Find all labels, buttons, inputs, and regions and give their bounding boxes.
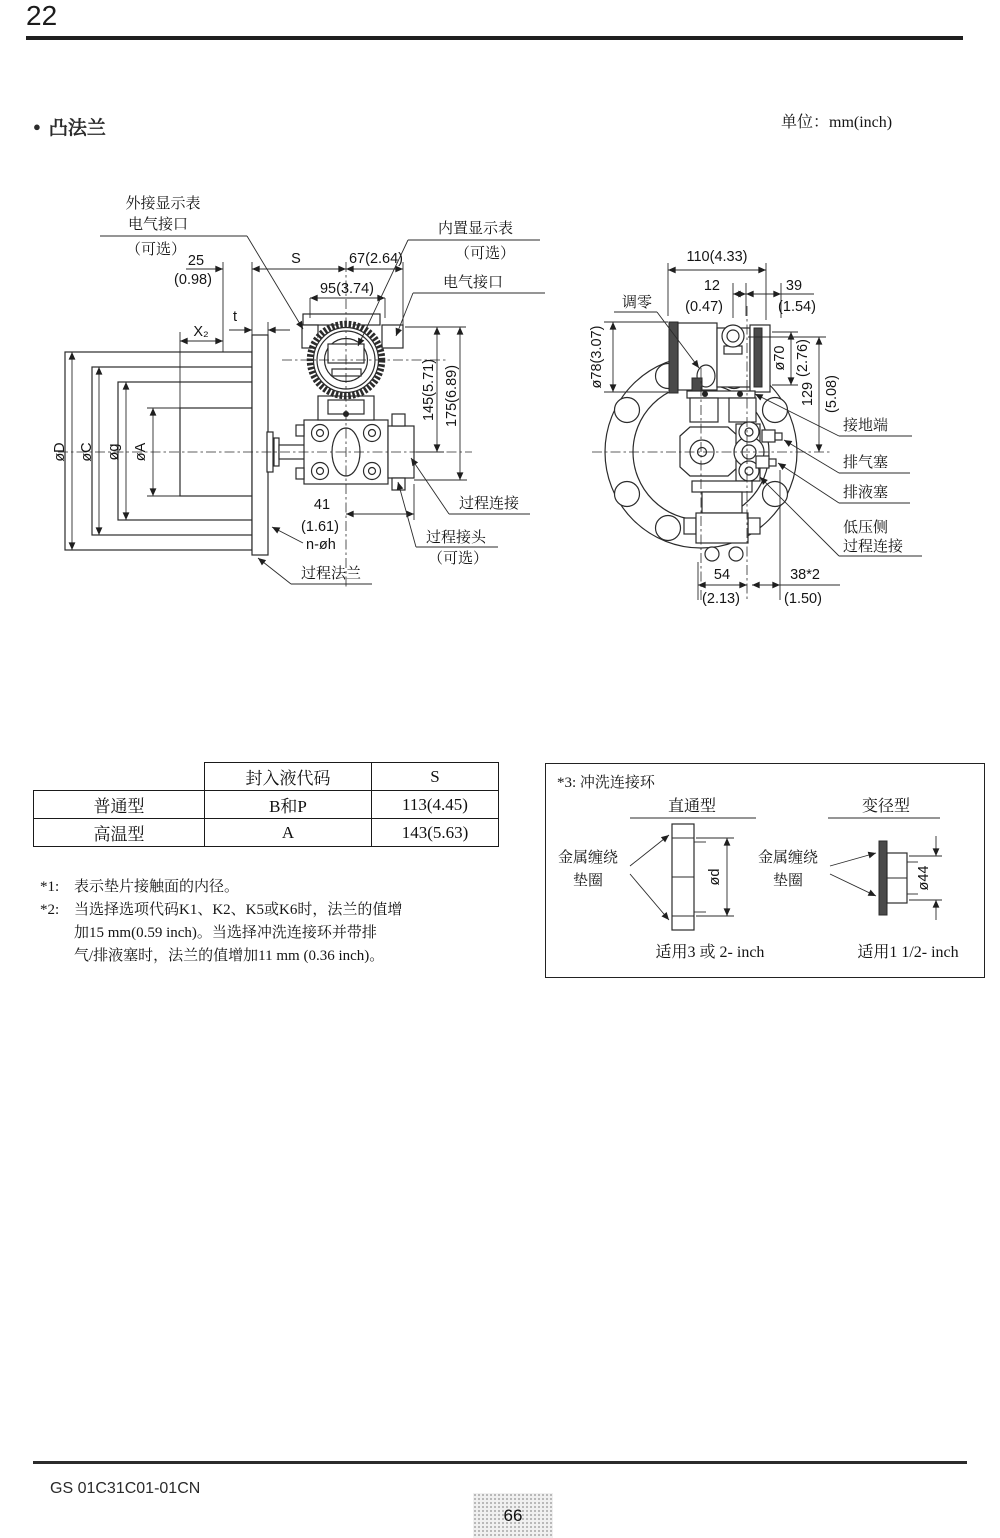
dim-dia-A: øA [133, 442, 149, 462]
label-process-adapter: 过程接头 [425, 530, 487, 546]
straight-type-title: 直通型 [667, 798, 717, 815]
dim-s: S [291, 251, 301, 267]
drain-plug-part [756, 456, 769, 468]
process-flange-plate [252, 335, 268, 555]
table-row [34, 791, 499, 819]
dim-dia-70-inch: (2.76) [795, 339, 811, 377]
bullet-icon: ● [33, 119, 41, 134]
conduit-connection [382, 325, 403, 348]
dim-39: 39 [785, 278, 803, 294]
dim-dia-C: øC [79, 442, 95, 462]
footnote-2 [40, 899, 530, 968]
seal-liquid-table [33, 762, 499, 847]
label-lp-side: 低压侧 [843, 520, 889, 536]
footer-rule [33, 1461, 967, 1464]
footnote-2-line2: 加15 mm(0.59 inch)。当选择冲洗连接环并带排 [74, 925, 377, 941]
flushing-ring-figures [540, 755, 990, 985]
label-electrical-connection: 电气接口 [443, 275, 504, 291]
label-process-connection: 过程连接 [458, 496, 520, 512]
dim-x2: X₂ [193, 324, 209, 340]
footnote-2-line1: 当选择选项代码K1、K2、K5或K6时，法兰的值增 [74, 902, 403, 918]
vent-plug-part [762, 430, 775, 442]
dim-25-inch: (0.98) [174, 272, 212, 288]
section-heading [33, 113, 106, 140]
dim-t: t [232, 309, 238, 325]
label-zero-adjust: 调零 [621, 295, 653, 311]
dim-95: 95(3.74) [319, 281, 375, 297]
table-col-s: S [372, 763, 499, 791]
row-type: 普通型 [34, 791, 205, 819]
dim-110: 110(4.33) [686, 249, 748, 265]
row-type: 高温型 [34, 819, 205, 847]
label-gasket-reducing-2: 垫圈 [772, 873, 804, 889]
footnote-2-label: *2: [40, 902, 60, 918]
row-code: A [205, 819, 372, 847]
dim-dia-70: ø70 [772, 345, 788, 371]
row-code: B和P [205, 791, 372, 819]
label-builtin-meter: 内置显示表 [438, 221, 514, 237]
dim-41: 41 [313, 497, 331, 513]
label-drain-plug: 排液塞 [843, 485, 889, 501]
section-title: 凸法兰 [48, 118, 106, 139]
dim-12-inch: (0.47) [685, 299, 723, 315]
footer-document-number: GS 01C31C01-01CN [50, 1480, 201, 1497]
table-col-seal-code: 封入液代码 [205, 763, 372, 791]
dim-38x2: 38*2 [790, 567, 820, 583]
dim-129: 129 [800, 381, 816, 407]
dim-dia-44: ø44 [916, 865, 932, 891]
dim-39-inch: (1.54) [778, 299, 816, 315]
footnote-2-line3: 气/排液塞时，法兰的值增加11 mm (0.36 inch)。 [74, 948, 385, 964]
dim-145: 145(5.71) [421, 358, 437, 422]
side-view-transmitter-drawing [589, 249, 922, 607]
label-gasket-straight-1: 金属缠绕 [557, 850, 619, 866]
label-gasket-reducing-1: 金属缠绕 [757, 850, 819, 866]
dim-54: 54 [713, 567, 731, 583]
dim-129-inch: (5.08) [824, 375, 840, 413]
footer-page-number [473, 1493, 553, 1538]
front-view-transmitter-drawing [52, 194, 545, 588]
dim-dia-D: øD [52, 442, 68, 462]
table-row [34, 819, 499, 847]
dim-dia-g: øg [106, 443, 122, 461]
row-value: 113(4.45) [372, 791, 499, 819]
label-builtin-meter-optional: （可选） [455, 246, 516, 262]
label-external-meter-port: 电气接口 [127, 217, 189, 233]
top-rule [26, 36, 963, 40]
dim-67: 67(2.64) [348, 251, 404, 267]
dim-12: 12 [703, 278, 720, 294]
page-corner-number: 22 [26, 0, 58, 31]
row-value: 143(5.63) [372, 819, 499, 847]
dim-38x2-inch: (1.50) [784, 591, 822, 607]
unit-label: 单位：mm(inch) [781, 114, 893, 131]
label-external-meter-optional: （可选） [125, 242, 187, 258]
label-process-adapter-optional: （可选） [427, 551, 489, 567]
label-external-meter: 外接显示表 [125, 196, 201, 212]
dim-175: 175(6.89) [444, 364, 460, 428]
caption-straight: 适用3 或 2- inch [655, 944, 765, 961]
dim-41-inch: (1.61) [301, 519, 339, 535]
label-gasket-straight-2: 垫圈 [572, 873, 604, 889]
dim-54-inch: (2.13) [702, 591, 740, 607]
dim-dia-78: ø78(3.07) [589, 325, 605, 389]
label-vent-plug: 排气塞 [843, 455, 889, 471]
caption-reducing: 适用1 1/2- inch [857, 944, 959, 961]
dimension-drawings [0, 185, 1000, 620]
label-process-flange: 过程法兰 [300, 566, 362, 582]
label-ground-terminal: 接地端 [843, 418, 889, 434]
footnotes [40, 876, 530, 968]
reducing-type-figure [758, 836, 959, 961]
footnote-1 [40, 876, 530, 899]
table-empty-cell [34, 763, 205, 791]
straight-type-figure [558, 824, 764, 961]
reducing-type-title: 变径型 [861, 798, 911, 815]
dim-dia-d: ød [707, 868, 723, 886]
table-header-row [34, 763, 499, 791]
footnote-2-text [74, 899, 402, 968]
dim-25: 25 [187, 253, 205, 269]
label-lp-process-connection: 过程连接 [843, 539, 904, 555]
flush-box-title: *3: 冲洗连接环 [557, 775, 655, 791]
label-n-holes: n-øh [306, 537, 336, 553]
footnote-1-text: 表示垫片接触面的内径。 [74, 879, 240, 895]
footer-page-number-text: 66 [503, 1505, 523, 1525]
footnote-1-label: *1: [40, 879, 60, 895]
